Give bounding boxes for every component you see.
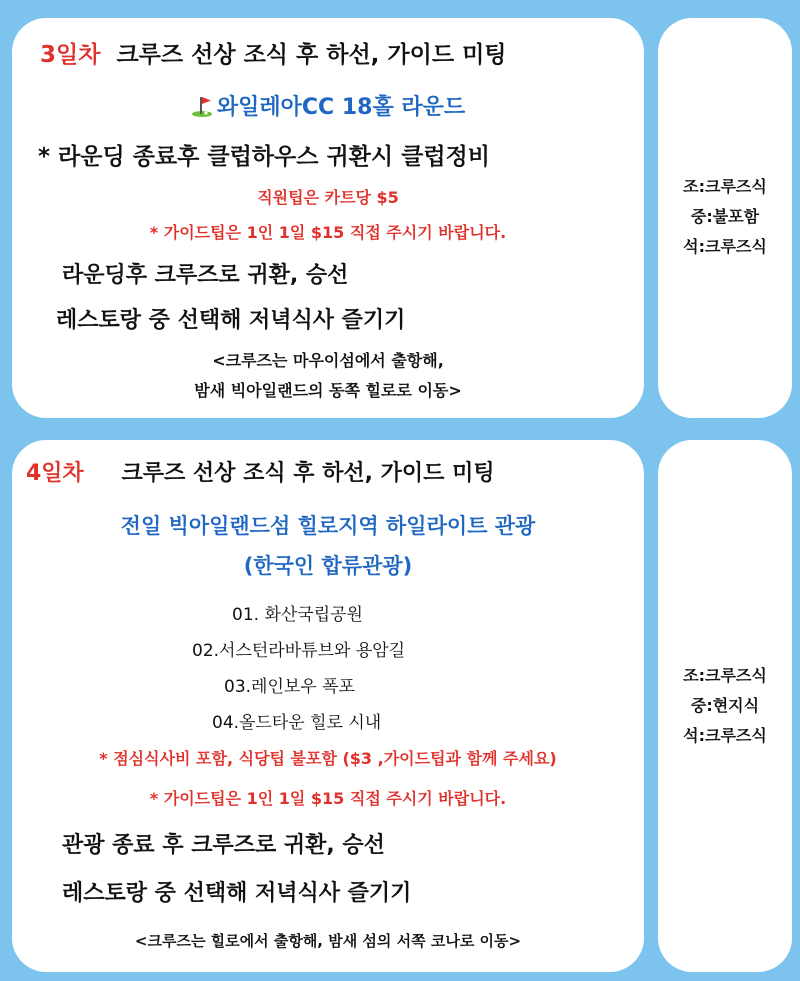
day3-heading-row [40, 36, 644, 69]
golf-flag-icon [191, 95, 213, 117]
day4-tip: * 가이드팁은 1인 1일 $15 직접 주시기 바랍니다. [149, 789, 507, 808]
day4-item-4: 04.올드타운 힐로 시내 [212, 713, 382, 733]
day3-tip2: * 가이드팁은 1인 1일 $15 직접 주시기 바랍니다. [149, 223, 507, 242]
day3-dinner: 레스토랑 중 선택해 저녁식사 즐기기 [56, 308, 406, 333]
day3-label: 3일차 [40, 42, 101, 68]
day4-dinner: 레스토랑 중 선택해 저녁식사 즐기기 [62, 881, 412, 906]
day4-item-1: 01. 화산국립공원 [232, 605, 363, 625]
day4-return: 관광 종료 후 크루즈로 귀환, 승선 [62, 833, 385, 858]
day3-heading: 크루즈 선상 조식 후 하선, 가이드 미팅 [116, 42, 507, 68]
day3-cruise-line1: <크루즈는 마우이섬에서 출항해, [212, 351, 444, 370]
day4-meal-lunch: 중:현지식 [690, 696, 760, 715]
day4-cruise: <크루즈는 힐로에서 출항해, 밤새 섬의 서쪽 코나로 이동> [134, 932, 522, 950]
day4-meal-breakfast: 조:크루즈식 [683, 666, 767, 685]
day3-meal-dinner: 석:크루즈식 [683, 237, 767, 256]
day3-return: 라운딩후 크루즈로 귀환, 승선 [62, 263, 349, 288]
day4-meal-dinner: 석:크루즈식 [683, 726, 767, 745]
day3-card [12, 18, 644, 418]
day4-card [12, 440, 644, 972]
day4-item-2: 02.서스턴라바튜브와 용암길 [192, 641, 406, 661]
day3-golf: 와일레아CC 18홀 라운드 [216, 95, 466, 120]
day3-meal-breakfast: 조:크루즈식 [683, 177, 767, 196]
day4-label: 4일차 [26, 461, 84, 486]
day3-tip1: 직원팁은 카트당 $5 [257, 188, 399, 207]
day3-note: * 라운딩 종료후 클럽하우스 귀환시 클럽정비 [38, 144, 490, 170]
day4-meal-card [658, 440, 792, 972]
day4-heading-row [26, 456, 644, 487]
day4-item-3: 03.레인보우 폭포 [224, 677, 355, 697]
day4-tour-title: 전일 빅아일랜드섬 힐로지역 하일라이트 관광 [120, 514, 536, 538]
day4-heading: 크루즈 선상 조식 후 하선, 가이드 미팅 [121, 461, 495, 486]
day3-meal-card [658, 18, 792, 418]
day3-cruise-line2: 밤새 빅아일랜드의 동쪽 힐로로 이동> [194, 381, 462, 400]
day3-golf-row [12, 90, 644, 121]
day4-lunch-note: * 점심식사비 포함, 식당팁 불포함 ($3 ,가이드팁과 함께 주세요) [99, 749, 557, 768]
day3-meal-lunch: 중:불포함 [690, 207, 760, 226]
day4-tour-sub: (한국인 합류관광) [243, 554, 413, 578]
